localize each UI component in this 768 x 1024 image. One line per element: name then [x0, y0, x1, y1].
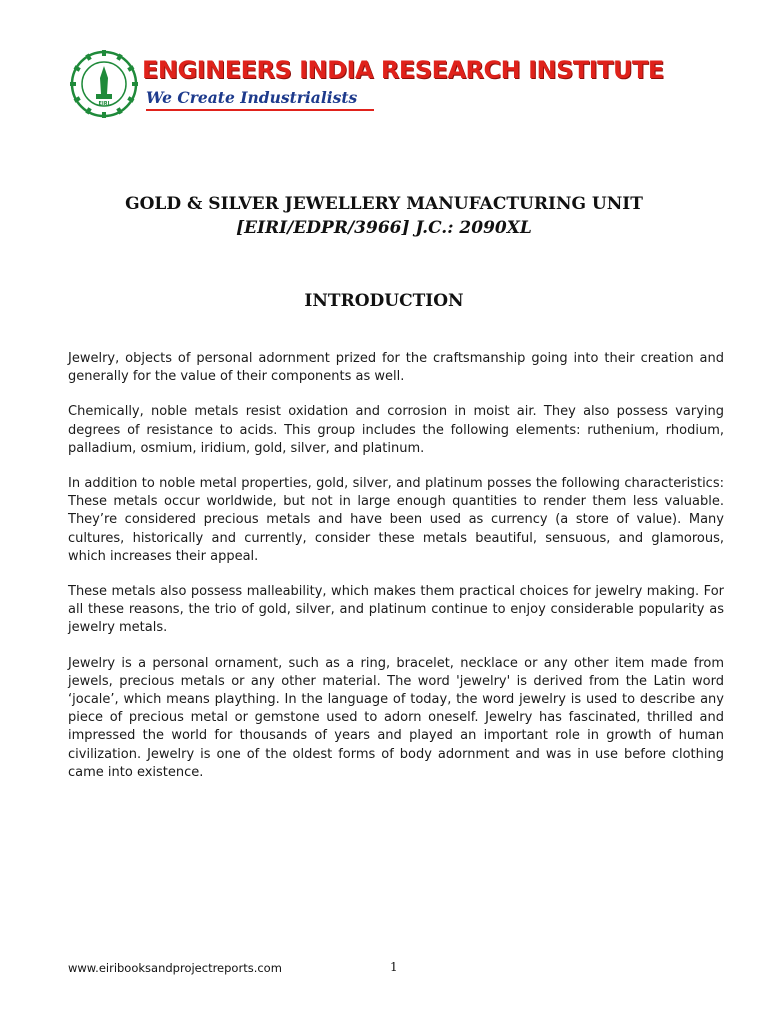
- page-number: 1: [390, 960, 398, 974]
- organization-name: ENGINEERS INDIA RESEARCH INSTITUTE: [142, 56, 664, 84]
- institute-seal-icon: [70, 50, 138, 118]
- svg-text:EIRI: EIRI: [98, 101, 110, 107]
- section-heading: INTRODUCTION: [304, 291, 464, 311]
- paragraph: Jewelry is a personal ornament, such as a ring, bracelet, necklace or any other item made from jewels, precious metals or any other material. The word 'jewelry' is derived from the Latin word ‘jocale’, which means plaything. In the language of today, the word jewelry is used to describe any piece of precious metal or gemstone used to adorn oneself. Jewelry has fascinated, thrilled and impressed the world for thousands of years and played an important role in growth of human civilization. Jewelry is one of the oldest forms of body adornment and was in use before clothing came into existence.: [68, 655, 724, 780]
- paragraph: In addition to noble metal properties, gold, silver, and platinum posses the following characteristics: These metals occur worldwide, but not in large enough quantities to render them less valuable. They’re considered precious metals and have been used as currency (a store of value). Many cultures, historically and currently, consider these metals beautiful, sensuous, and glamorous, which increases their appeal.: [68, 476, 724, 564]
- organization-tagline: We Create Industrialists: [146, 88, 358, 107]
- paragraph: Chemically, noble metals resist oxidation and corrosion in moist air. They also possess varying degrees of resistance to acids. This group includes the following elements: ruthenium, rhodium, palladium, osmium, iridium, gold, silver, and platinum.: [68, 404, 724, 456]
- body-text: [68, 350, 724, 799]
- tagline-underline: [146, 109, 374, 111]
- paragraph: These metals also possess malleability, which makes them practical choices for jewelry making. For all these reasons, the trio of gold, silver, and platinum continue to enjoy considerable popularity as jewelry metals.: [68, 584, 724, 636]
- document-code: [EIRI/EDPR/3966] J.C.: 2090XL: [236, 218, 532, 238]
- footer-website: www.eiribooksandprojectreports.com: [68, 961, 282, 975]
- paragraph: Jewelry, objects of personal adornment prized for the craftsmanship going into their creation and generally for the value of their components as well.: [68, 351, 724, 385]
- document-title: GOLD & SILVER JEWELLERY MANUFACTURING UNIT: [125, 194, 643, 214]
- institute-logo: [70, 48, 664, 124]
